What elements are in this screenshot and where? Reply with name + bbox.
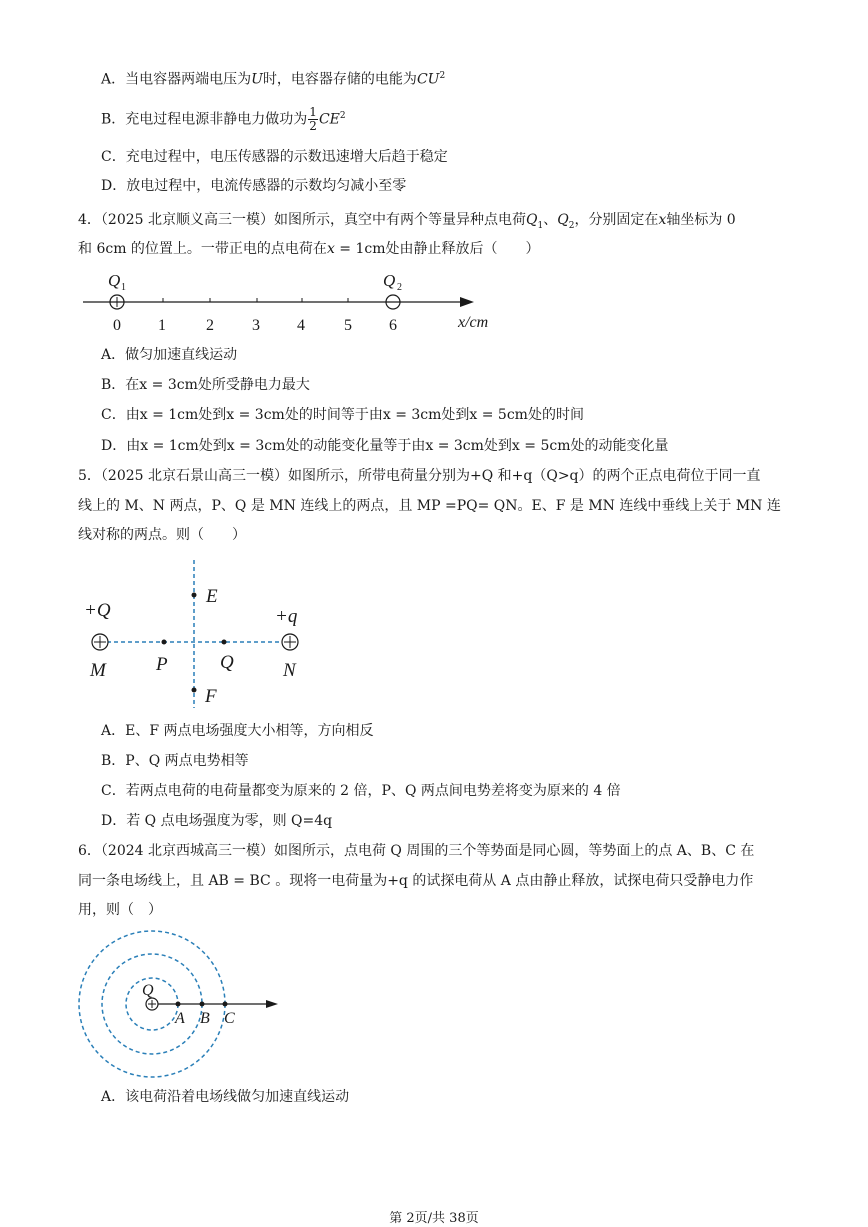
label-A: A [175, 1010, 185, 1027]
point-B [200, 1002, 205, 1007]
label-M: M [90, 660, 106, 681]
page-footer: 第 2页/共 38页 [389, 1211, 479, 1226]
point-Q [222, 640, 227, 645]
q4-option-b: B．在x = 3cm处所受静电力最大 [101, 377, 310, 393]
q5-option-a: A．E、F 两点电场强度大小相等，方向相反 [101, 723, 374, 739]
point-E [192, 593, 197, 598]
q5-option-d: D．若 Q 点电场强度为零，则 Q=4q [101, 813, 333, 829]
q3-option-a: A．当电容器两端电压为U时，电容器存储的电能为$CU^2$ [101, 71, 446, 88]
label-Q: Q [142, 982, 154, 999]
q3-option-c: C．充电过程中，电压传感器的示数迅速增大后趋于稳定 [101, 149, 448, 165]
q4-option-c: C．由x = 1cm处到x = 3cm处的时间等于由x = 3cm处到x = 5cm处的时间 [101, 407, 584, 423]
q5-stem-line3: 线对称的两点。则（ ） [78, 527, 246, 543]
q6-stem-line3: 用，则（ ） [78, 902, 162, 918]
label-plus-Q: +Q [84, 600, 111, 621]
label-B: B [200, 1010, 210, 1027]
tick-3: 3 [252, 317, 260, 334]
label-P: P [156, 654, 168, 675]
tick-2: 2 [206, 317, 214, 334]
label-N: N [283, 660, 296, 681]
label-plus-q: +q [275, 606, 298, 627]
q5-stem-line2: 线上的 M、N 两点，P、Q 是 MN 连线上的两点，且 MP =PQ= QN。E、F 是 MN 连线中垂线上关于 MN 连 [78, 498, 781, 514]
tick-6: 6 [389, 317, 397, 334]
tick-1: 1 [158, 317, 166, 334]
label-C: C [224, 1010, 235, 1027]
point-A [176, 1002, 181, 1007]
q6-stem-line1: 6．（2024 北京西城高三一模）如图所示，点电荷 Q 周围的三个等势面是同心圆，等势面上的点 A、B、C 在 [78, 843, 755, 859]
tick-0: 0 [113, 317, 121, 334]
q5-stem-line1: 5．（2025 北京石景山高三一模）如图所示，所带电荷量分别为+Q 和+q（Q>q）的两个正点电荷位于同一直 [78, 468, 761, 484]
q2-sub: 2 [397, 282, 402, 293]
tick-4: 4 [297, 317, 305, 334]
q4-option-d: D．由x = 1cm处到x = 3cm处的动能变化量等于由x = 3cm处到x = 5cm处的动能变化量 [101, 438, 669, 454]
q5-option-c: C．若两点电荷的电荷量都变为原来的 2 倍，P、Q 两点间电势差将变为原来的 4 倍 [101, 783, 621, 799]
point-C [223, 1002, 228, 1007]
tick-5: 5 [344, 317, 352, 334]
q5-option-b: B．P、Q 两点电势相等 [101, 753, 249, 769]
q4-option-a: A．做匀加速直线运动 [101, 347, 238, 363]
q6-stem-line2: 同一条电场线上，且 AB = BC 。现将一电荷量为+q 的试探电荷从 A 点由静止释放，试探电荷只受静电力作 [78, 873, 754, 889]
q4-stem-line1: 4．（2025 北京顺义高三一模）如图所示，真空中有两个等量异种点电荷$Q_1$、$Q_2$，分别固定在x轴坐标为 0 [78, 212, 736, 231]
point-P [162, 640, 167, 645]
q6-option-a: A．该电荷沿着电场线做匀加速直线运动 [101, 1089, 350, 1105]
q3-option-d: D．放电过程中，电流传感器的示数均匀减小至零 [101, 178, 407, 194]
q5-charges-figure [80, 558, 320, 710]
label-E: E [206, 586, 218, 607]
q2-label: Q [383, 271, 396, 290]
q4-axis-figure [80, 266, 520, 336]
fraction-half: $\frac{1}{2}$ [309, 105, 317, 134]
point-F [192, 688, 197, 693]
q4-stem-line2: 和 6cm 的位置上。一带正电的点电荷在x = 1cm处由静止释放后（ ） [78, 241, 540, 257]
label-F: F [205, 686, 217, 707]
q1-sub: 1 [121, 282, 126, 293]
axis-label: x/cm [458, 314, 489, 331]
label-Q: Q [220, 652, 234, 673]
q6-equipotential-figure [78, 930, 288, 1080]
q3-option-b: B．充电过程电源非静电力做功为 $\frac{1}{2}$ $CE^2$ [101, 105, 346, 134]
q1-label: Q [108, 271, 121, 290]
